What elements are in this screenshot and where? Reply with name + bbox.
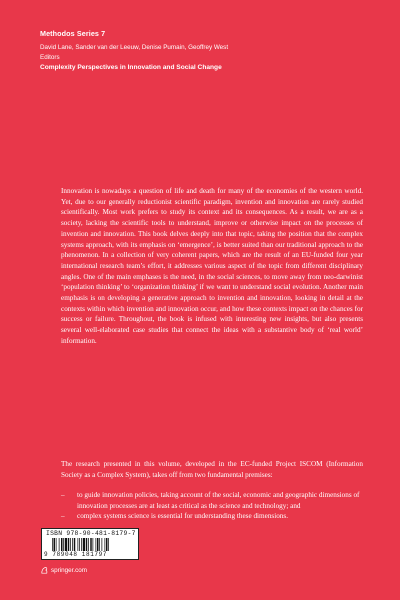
premise-text: complex systems science is essential for understanding these dimensions.	[77, 512, 288, 521]
publisher-url: springer.com	[51, 567, 88, 574]
isbn-barcode-box	[41, 528, 139, 560]
list-dash: –	[61, 512, 65, 521]
barcode-digits: 9 789048 181797	[44, 551, 108, 558]
book-title: Complexity Perspectives in Innovation and Social Change	[40, 64, 222, 71]
premise-text: to guide innovation policies, taking account of the social, economic and geographic dimensions of innovation processes are at least as critical as the science and technology; and	[77, 491, 360, 510]
springer-logo	[40, 566, 87, 575]
list-dash: –	[61, 491, 65, 499]
barcode-image	[52, 538, 130, 551]
premise-list	[61, 490, 363, 522]
premise-item	[61, 490, 363, 511]
editor-names: David Lane, Sander van der Leeuw, Denise Pumain, Geoffrey West	[40, 44, 229, 51]
springer-horse-icon	[40, 566, 49, 575]
abstract-paragraph: Innovation is nowadays a question of life and death for many of the economies of the western world. Yet, due to our generally reductionist scientific paradigm, invention and innovation are rarely studied scientifically. Most work prefers to study its context and its consequences. As a result, we are as a society, lacking the scientific tools to understand, improve or otherwise impact on the processes of invention and innovation. This book delves deeply into that topic, taking the position that the complex systems approach, with its emphasis on ‘emergence’, is better suited than our traditional approach to the phenomenon. In a collection of very coherent papers, which are the result of an EU-funded four year international research team’s effort, it addresses various aspect of the topic from different disciplinary angles. One of the main emphases is the need, in the social sciences, to move away from neo-darwinist ‘population thinking’ to ‘organization thinking’ if we want to understand social evolution. Another main emphasis is on developing a generative approach to invention and innovation, looking in detail at the contexts within which invention and innovation occur, and how these contexts impact on the chances for success or failure. Throughout, the book is infused with interesting new insights, but also presents several well-elaborated case studies that connect the ideas with a substantive body of ‘real world’ information.	[61, 187, 363, 345]
isbn-label: ISBN 978-90-481-8179-7	[46, 530, 136, 537]
premise-item	[61, 511, 363, 522]
editors-label: Editors	[40, 54, 60, 61]
series-name: Methodos Series 7	[40, 29, 106, 38]
research-intro-paragraph: The research presented in this volume, developed in the EC-funded Project ISCOM (Information Society as a Complex System), takes off from two fundamental premises:	[61, 460, 363, 479]
